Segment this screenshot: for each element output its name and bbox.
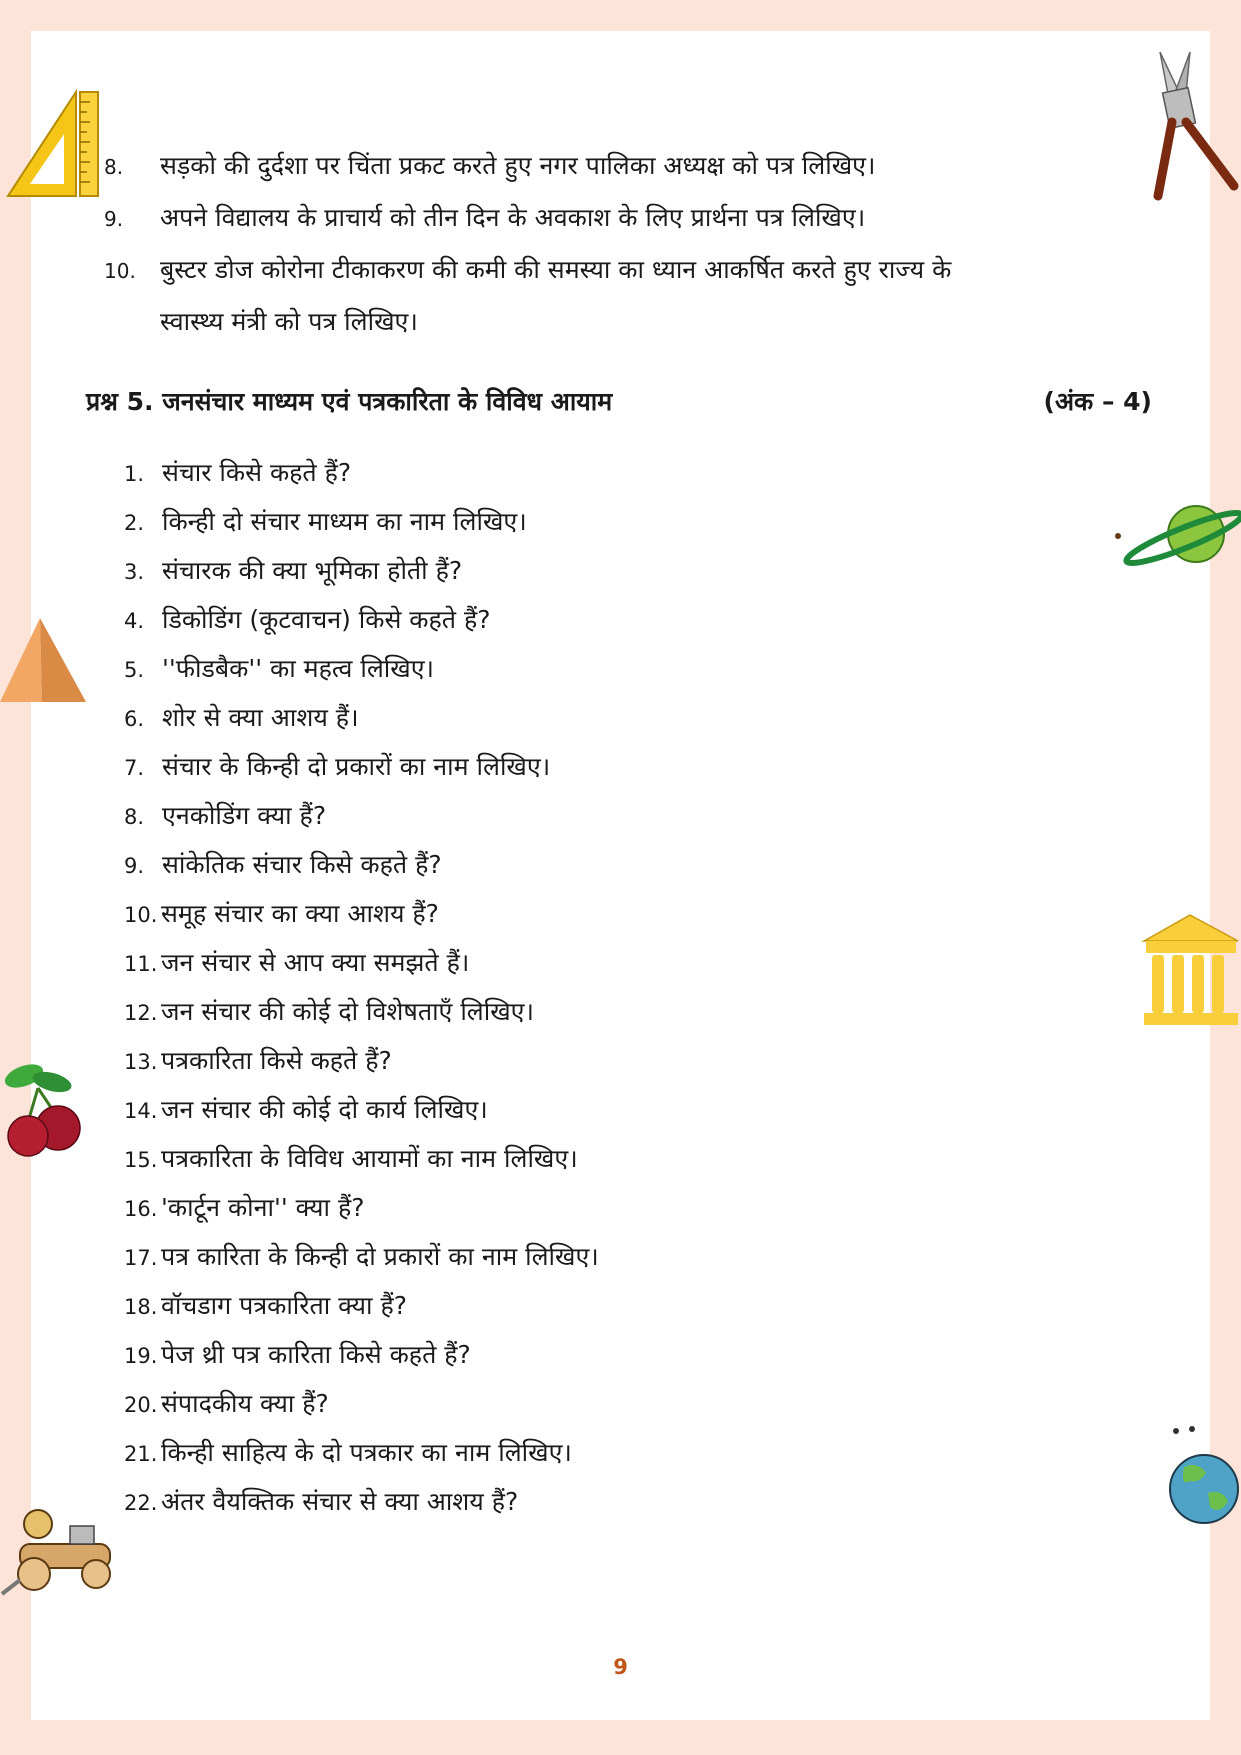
question-number: 1.	[124, 462, 145, 486]
question-text: किन्ही साहित्य के दो पत्रकार का नाम लिखिए।	[161, 1438, 572, 1467]
section-title: प्रश्न 5. जनसंचार माध्यम एवं पत्रकारिता के विविध आयाम	[86, 387, 613, 416]
question-number: 14.	[124, 1099, 158, 1123]
list-item	[124, 1337, 471, 1371]
item-text: सड़को की दुर्दशा पर चिंता प्रकट करते हुए नगर पालिका अध्यक्ष को पत्र लिखिए।	[160, 151, 876, 180]
item-text-continuation: स्वास्थ्य मंत्री को पत्र लिखिए।	[160, 307, 418, 336]
letter-item	[104, 149, 875, 184]
question-number: 7.	[124, 756, 145, 780]
letter-item	[104, 201, 865, 236]
question-number: 18.	[124, 1295, 158, 1319]
list-item	[124, 455, 351, 489]
cannon-icon	[0, 1500, 126, 1600]
question-text: ''फीडबैक'' का महत्व लिखिए।	[162, 654, 435, 683]
list-item	[124, 945, 469, 979]
list-item	[124, 700, 359, 734]
list-item	[124, 749, 550, 783]
question-number: 8.	[124, 805, 145, 829]
question-text: जन संचार की कोई दो कार्य लिखिए।	[161, 1095, 488, 1124]
question-number: 10.	[124, 903, 158, 927]
question-number: 13.	[124, 1050, 158, 1074]
question-number: 12.	[124, 1001, 158, 1025]
list-item	[124, 896, 439, 930]
question-text: डिकोडिंग (कूटवाचन) किसे कहते हैं?	[162, 605, 491, 634]
list-item	[124, 553, 462, 587]
question-number: 21.	[124, 1442, 158, 1466]
list-item	[124, 602, 491, 636]
letter-item-continuation	[104, 305, 418, 339]
item-text: बुस्टर डोज कोरोना टीकाकरण की कमी की समस्या का ध्यान आकर्षित करते हुए राज्य के	[160, 255, 952, 284]
question-text: जन संचार से आप क्या समझते हैं।	[161, 948, 470, 977]
pyramid-icon	[0, 616, 86, 706]
question-text: शोर से क्या आशय हैं।	[162, 703, 359, 732]
item-number: 8.	[104, 155, 124, 179]
question-text: किन्ही दो संचार माध्यम का नाम लिखिए।	[162, 507, 527, 536]
list-item	[124, 1386, 329, 1420]
question-text: सांकेतिक संचार किसे कहते हैं?	[162, 850, 442, 879]
question-text: पत्रकारिता किसे कहते हैं?	[161, 1046, 392, 1075]
list-item	[124, 1043, 392, 1077]
list-item	[124, 1190, 365, 1224]
question-text: अंतर वैयक्तिक संचार से क्या आशय हैं?	[161, 1487, 519, 1516]
question-text: एनकोडिंग क्या हैं?	[162, 801, 327, 830]
question-text: संचार किसे कहते हैं?	[162, 458, 352, 487]
list-item	[124, 1288, 407, 1322]
question-text: संचारक की क्या भूमिका होती हैं?	[162, 556, 463, 585]
question-number: 17.	[124, 1246, 158, 1270]
item-number: 10.	[104, 259, 136, 283]
question-text: संपादकीय क्या हैं?	[161, 1389, 329, 1418]
list-item	[124, 1435, 572, 1469]
question-number: 19.	[124, 1344, 158, 1368]
question-text: पत्र कारिता के किन्ही दो प्रकारों का नाम लिखिए।	[161, 1242, 599, 1271]
question-text: पेज थ्री पत्र कारिता किसे कहते हैं?	[161, 1340, 471, 1369]
question-text: समूह संचार का क्या आशय हैं?	[161, 899, 439, 928]
question-text: संचार के किन्ही दो प्रकारों का नाम लिखिए।	[162, 752, 551, 781]
item-number: 9.	[104, 207, 124, 231]
question-text: जन संचार की कोई दो विशेषताएँ लिखिए।	[161, 997, 534, 1026]
question-text: पत्रकारिता के विविध आयामों का नाम लिखिए।	[161, 1144, 578, 1173]
question-number: 3.	[124, 560, 145, 584]
question-number: 4.	[124, 609, 145, 633]
globe-icon	[1162, 1423, 1241, 1528]
item-text: अपने विद्यालय के प्राचार्य को तीन दिन के अवकाश के लिए प्रार्थना पत्र लिखिए।	[160, 203, 866, 232]
list-item	[124, 994, 534, 1028]
section-marks: (अंक – 4)	[1043, 387, 1152, 416]
question-number: 5.	[124, 658, 145, 682]
pliers-icon	[1150, 50, 1241, 202]
page-number: 9	[613, 1655, 628, 1679]
question-text: 'कार्टून कोना'' क्या हैं?	[161, 1193, 365, 1222]
ruler-triangle-icon	[4, 88, 102, 200]
question-number: 22.	[124, 1491, 158, 1515]
list-item	[124, 1141, 578, 1175]
letter-item	[104, 253, 951, 288]
question-number: 15.	[124, 1148, 158, 1172]
section-heading	[86, 384, 1152, 418]
list-item	[124, 798, 326, 832]
list-item	[124, 1484, 518, 1518]
question-number: 6.	[124, 707, 145, 731]
list-item	[124, 504, 527, 538]
question-number: 20.	[124, 1393, 158, 1417]
list-item	[124, 847, 442, 881]
pillar-building-icon	[1140, 913, 1241, 1027]
question-text: वॉचडाग पत्रकारिता क्या हैं?	[161, 1291, 408, 1320]
question-number: 11.	[124, 952, 158, 976]
question-number: 2.	[124, 511, 145, 535]
list-item	[124, 1092, 488, 1126]
list-item	[124, 1239, 599, 1273]
cherries-icon	[2, 1060, 86, 1168]
question-number: 16.	[124, 1197, 158, 1221]
question-number: 9.	[124, 854, 145, 878]
list-item	[124, 651, 434, 685]
planet-icon	[1112, 500, 1241, 570]
